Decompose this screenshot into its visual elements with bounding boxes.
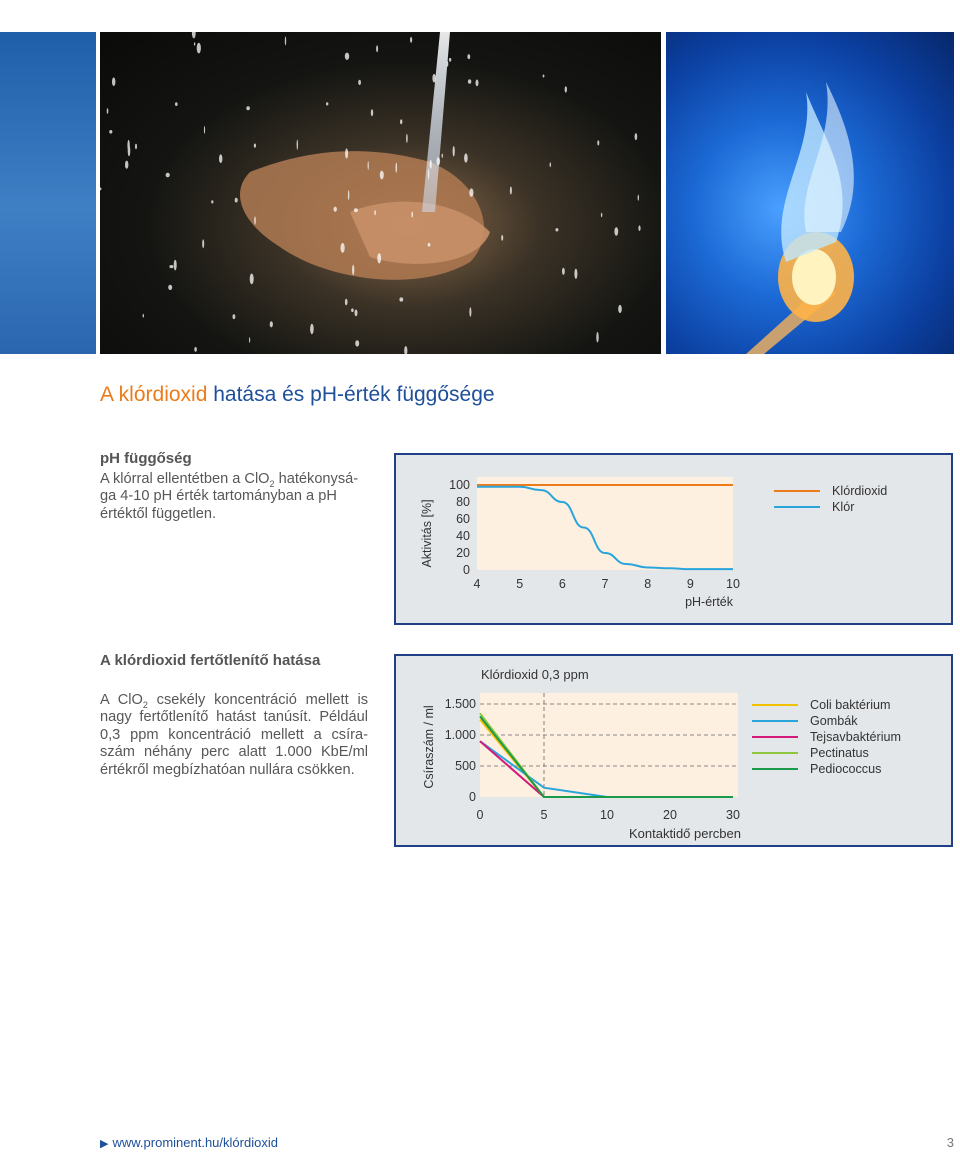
x-axis-label: pH-érték — [685, 595, 733, 609]
ph-chart-legend — [774, 483, 887, 515]
page-title-accent: A klórdioxid — [100, 383, 208, 406]
section1-text-a: A klórral ellentétben a ClO — [100, 471, 270, 487]
legend-item — [752, 713, 901, 729]
legend-swatch — [752, 704, 798, 706]
y-tick-label: 20 — [456, 546, 470, 560]
x-tick-label: 0 — [476, 808, 484, 822]
section2-text-b: csekély koncentráció mellett is nagy fertőtlenítő hatást tanúsít. Például 0,3 ppm koncentráció mellett a csíra-szám néhány perc alatt 1.000 KbE/ml értékről megbízhatóan nullára csökken. — [100, 692, 368, 778]
footer-url: www.prominent.hu/klórdioxid — [112, 1135, 278, 1150]
page-number: 3 — [946, 1135, 954, 1150]
x-tick-label: 5 — [540, 808, 548, 822]
section2-text-sub: 2 — [142, 699, 148, 710]
section2-text-a: A ClO — [100, 692, 143, 708]
blue-side-band — [0, 32, 96, 354]
legend-label: Gombák — [810, 714, 858, 728]
legend-swatch — [774, 490, 820, 492]
x-tick-label: 10 — [600, 808, 614, 822]
section1-text — [100, 471, 368, 523]
legend-item — [774, 483, 887, 499]
water-hands-photo — [100, 32, 661, 354]
legend-label: Klór — [832, 500, 855, 514]
y-tick-label: 0 — [463, 563, 470, 577]
x-tick-label: 7 — [601, 577, 609, 591]
legend-swatch — [752, 720, 798, 722]
legend-label: Coli baktérium — [810, 698, 891, 712]
germ-chart-panel — [394, 654, 953, 847]
x-tick-label: 8 — [644, 577, 652, 591]
x-tick-label: 30 — [726, 808, 740, 822]
page-title-rest: hatása és pH-érték függősége — [213, 383, 495, 406]
legend-swatch — [774, 506, 820, 508]
legend-swatch — [752, 752, 798, 754]
chart-title: Klórdioxid 0,3 ppm — [481, 667, 589, 682]
germ-chart-legend — [752, 697, 901, 777]
plot-area — [477, 477, 733, 570]
section2-title: A klórdioxid fertőtlenítő hatása — [100, 652, 321, 669]
y-tick-label: 40 — [456, 529, 470, 543]
legend-label: Pectinatus — [810, 746, 869, 760]
section1-text-b: hatékonysá-ga 4-10 pH érték tartományban a pH értéktől független. — [100, 471, 359, 522]
arrow-right-icon: ▶ — [100, 1138, 109, 1150]
x-tick-label: 20 — [663, 808, 677, 822]
legend-item — [752, 745, 901, 761]
section1-title: pH függőség — [100, 450, 192, 467]
legend-item — [752, 729, 901, 745]
x-tick-label: 9 — [686, 577, 694, 591]
x-tick-label: 5 — [516, 577, 524, 591]
legend-item — [752, 697, 901, 713]
y-tick-label: 60 — [456, 512, 470, 526]
y-tick-label: 80 — [456, 495, 470, 509]
page-title — [100, 383, 495, 407]
plot-area — [480, 693, 738, 797]
y-tick-label: 1.500 — [444, 697, 476, 711]
y-axis-label: Csíraszám / ml — [422, 705, 436, 789]
ph-activity-chart — [396, 455, 951, 623]
y-tick-label: 100 — [449, 478, 470, 492]
legend-label: Klórdioxid — [832, 484, 888, 498]
ph-chart-panel — [394, 453, 953, 625]
legend-label: Tejsavbaktérium — [810, 730, 901, 744]
legend-item — [752, 761, 901, 777]
x-tick-label: 6 — [558, 577, 566, 591]
footer-link[interactable] — [100, 1135, 278, 1150]
section1-text-sub: 2 — [269, 478, 275, 489]
legend-label: Pediococcus — [810, 762, 882, 776]
legend-item — [774, 499, 887, 515]
legend-swatch — [752, 768, 798, 770]
x-axis-label: Kontaktidő percben — [628, 826, 741, 841]
x-tick-label: 10 — [726, 577, 740, 591]
x-tick-label: 4 — [473, 577, 481, 591]
match-flame-photo — [666, 32, 954, 354]
y-tick-label: 1.000 — [444, 728, 476, 742]
y-axis-label: Aktivitás [%] — [420, 499, 434, 568]
legend-swatch — [752, 736, 798, 738]
section2-text — [100, 692, 368, 779]
y-tick-label: 0 — [469, 790, 476, 804]
y-tick-label: 500 — [455, 759, 476, 773]
